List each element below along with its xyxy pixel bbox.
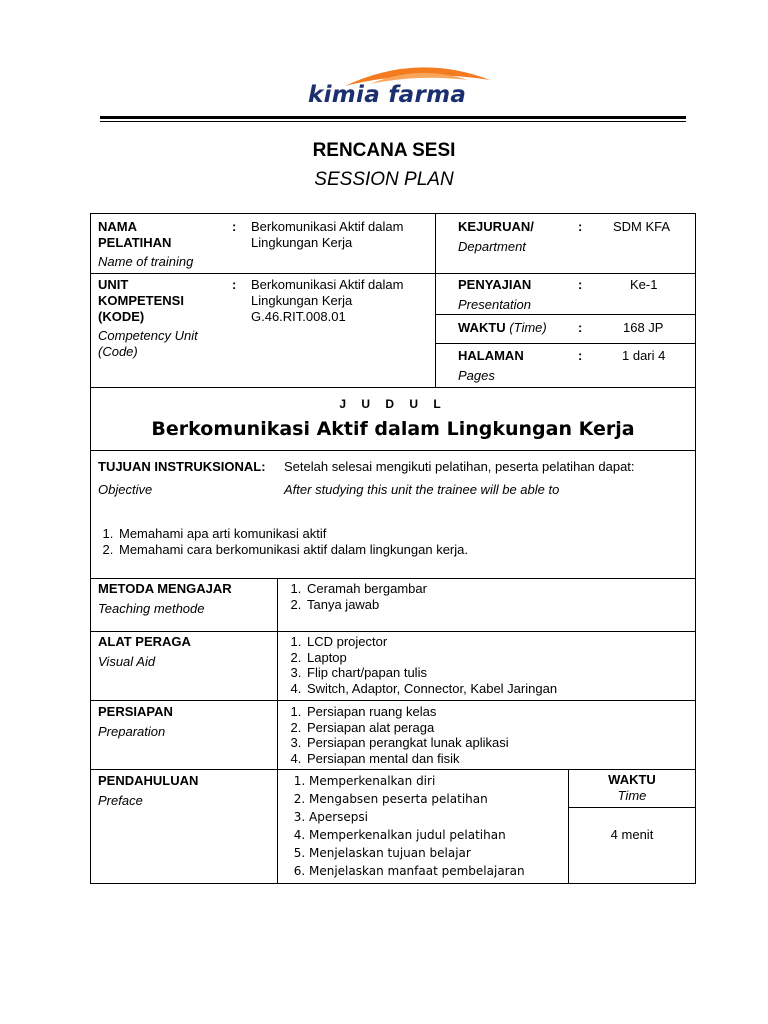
preparation-label-en: Preparation <box>98 724 166 739</box>
training-label-1: NAMA <box>98 219 137 234</box>
visual-aid-label: ALAT PERAGA <box>98 634 191 649</box>
pages-label-en: Pages <box>458 368 495 383</box>
unit-label-3: (KODE) <box>98 309 145 324</box>
divider <box>91 387 695 388</box>
kimia-farma-logo <box>300 58 535 110</box>
preparation-label: PERSIAPAN <box>98 704 173 719</box>
unit-value-1: Berkomunikasi Aktif dalam <box>251 277 404 292</box>
pages-value: 1 dari 4 <box>622 348 666 363</box>
list-item: 3. Flip chart/papan tulis <box>305 665 557 681</box>
page-title: RENCANA SESI <box>312 140 456 161</box>
method-label-en: Teaching methode <box>98 601 205 616</box>
method-list <box>279 581 427 612</box>
list-item: 3. Persiapan perangkat lunak aplikasi <box>305 735 509 751</box>
divider <box>91 700 695 701</box>
preface-time-value: 4 menit <box>610 827 654 842</box>
divider <box>91 578 695 579</box>
department-label-en: Department <box>458 239 526 254</box>
divider <box>91 631 695 632</box>
judul-title: Berkomunikasi Aktif dalam Lingkungan Kerja <box>151 418 635 440</box>
logo-text: kimia farma <box>308 82 467 108</box>
divider <box>435 343 695 344</box>
pages-colon: : <box>578 348 583 363</box>
list-item: 4. Switch, Adaptor, Connector, Kabel Jaringan <box>305 681 557 697</box>
list-item: 2. Laptop <box>305 650 557 666</box>
objective-text-en: After studying this unit the trainee will be able to <box>284 482 560 497</box>
unit-code: G.46.RIT.008.01 <box>251 309 346 324</box>
department-label: KEJURUAN/ <box>458 219 534 234</box>
list-item: 1. Memperkenalkan diri <box>309 772 525 790</box>
visual-aid-label-en: Visual Aid <box>98 654 156 669</box>
unit-label-en-1: Competency Unit <box>98 328 198 343</box>
unit-value-2: Lingkungan Kerja <box>251 293 353 308</box>
preparation-list <box>279 704 509 766</box>
list-item: 2. Mengabsen peserta pelatihan <box>309 790 525 808</box>
training-colon: : <box>232 219 237 234</box>
preface-list <box>281 772 525 880</box>
unit-label-en-2: (Code) <box>98 344 138 359</box>
list-item: 1. LCD projector <box>305 634 557 650</box>
list-item: 1. Ceramah bergambar <box>305 581 427 597</box>
presentation-value: Ke-1 <box>630 277 658 292</box>
list-item: 6. Menjelaskan manfaat pembelajaran <box>309 862 525 880</box>
list-item: 5. Menjelaskan tujuan belajar <box>309 844 525 862</box>
presentation-colon: : <box>578 277 583 292</box>
page-subtitle: SESSION PLAN <box>314 169 454 190</box>
visual-aid-list <box>279 634 557 696</box>
time-label: WAKTU <box>458 320 506 335</box>
judul-label: J U D U L <box>339 397 447 411</box>
time-colon: : <box>578 320 583 335</box>
time-label-en: (Time) <box>509 320 547 335</box>
presentation-label-en: Presentation <box>458 297 531 312</box>
list-item: 4. Memperkenalkan judul pelatihan <box>309 826 525 844</box>
department-value: SDM KFA <box>613 219 671 234</box>
list-item: 2. Persiapan alat peraga <box>305 720 509 736</box>
method-label: METODA MENGAJAR <box>98 581 232 596</box>
list-item: 4. Persiapan mental dan fisik <box>305 751 509 767</box>
training-label-2: PELATIHAN <box>98 235 172 250</box>
divider <box>91 273 695 274</box>
preface-label: PENDAHULUAN <box>98 773 199 788</box>
list-item: 3. Apersepsi <box>309 808 525 826</box>
preface-label-en: Preface <box>98 793 143 808</box>
preface-time-label: WAKTU <box>608 772 656 787</box>
time-row <box>458 320 547 336</box>
list-item: 2. Tanya jawab <box>305 597 427 613</box>
divider <box>568 807 695 808</box>
unit-colon: : <box>232 277 237 292</box>
objective-list <box>91 526 468 557</box>
training-value-2: Lingkungan Kerja <box>251 235 353 250</box>
preface-time-label-en: Time <box>617 788 647 803</box>
divider <box>91 769 695 770</box>
divider <box>91 450 695 451</box>
pages-label: HALAMAN <box>458 348 524 363</box>
training-label-en: Name of training <box>98 254 194 269</box>
training-value-1: Berkomunikasi Aktif dalam <box>251 219 404 234</box>
session-plan-table <box>90 213 696 884</box>
unit-label-2: KOMPETENSI <box>98 293 184 308</box>
department-colon: : <box>578 219 583 234</box>
presentation-label: PENYAJIAN <box>458 277 532 292</box>
objective-label: TUJUAN INSTRUKSIONAL: <box>98 459 266 474</box>
time-value: 168 JP <box>623 320 664 335</box>
unit-label-1: UNIT <box>98 277 129 292</box>
divider <box>435 314 695 315</box>
divider <box>435 214 436 387</box>
objective-label-en: Objective <box>98 482 153 497</box>
list-item: 1. Persiapan ruang kelas <box>305 704 509 720</box>
list-item: 1. Memahami apa arti komunikasi aktif <box>117 526 468 542</box>
objective-text: Setelah selesai mengikuti pelatihan, peserta pelatihan dapat: <box>284 459 635 474</box>
header-rule-thin <box>100 121 686 122</box>
list-item: 2. Memahami cara berkomunikasi aktif dalam lingkungan kerja. <box>117 542 468 558</box>
header-rule-thick <box>100 116 686 119</box>
divider <box>277 578 278 883</box>
